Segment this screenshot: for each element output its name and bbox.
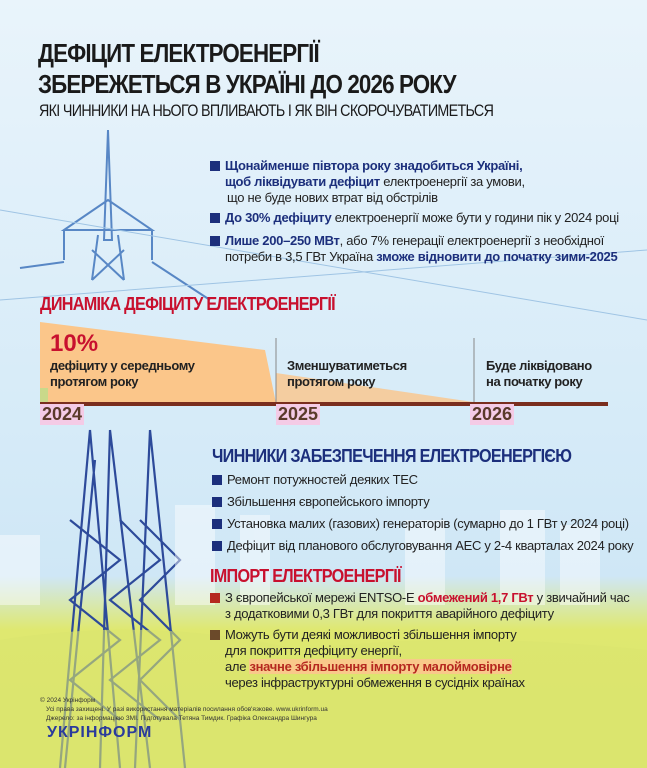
- item-text: у звичайний час: [533, 590, 630, 605]
- fact-bold-2: зможе відновити до початку зими-2025: [376, 249, 618, 264]
- bullet-square-icon: [210, 630, 220, 640]
- source-credit: Джерело: за інформацією ЗМІ. Підготувала Тетяна Тимдик. Графіка Олександра Шингура: [46, 715, 317, 722]
- fact-text: , або 7% генерації електроенергії з необхідної: [339, 233, 604, 248]
- stage-2025-label: [287, 358, 407, 390]
- item-text: Збільшення європейського імпорту: [227, 494, 430, 509]
- fact-text: електроенергії за умови,: [379, 174, 525, 189]
- copyright: © 2024 Укрінформ: [40, 697, 96, 704]
- supply-factors-heading: ЧИННИКИ ЗАБЕЗПЕЧЕННЯ ЕЛЕКТРОЕНЕРГІЄЮ: [212, 446, 572, 466]
- fact-text-2: що не буде нових втрат від обстрілів: [227, 190, 438, 205]
- fact-text: електроенергії може бути у години пік у 2024 році: [331, 210, 619, 225]
- key-fact-1: [210, 158, 525, 206]
- import-item-2: [210, 627, 525, 691]
- item-text: Можуть бути деякі можливості збільшення імпорту: [225, 627, 517, 642]
- page-subtitle: ЯКІ ЧИННИКИ НА НЬОГО ВПЛИВАЮТЬ І ЯК ВІН СКОРОЧУВАТИМЕТЬСЯ: [39, 101, 494, 120]
- item-text-2: з додатковими 0,3 ГВт для покриття аварійного дефіциту: [225, 606, 554, 621]
- item-text: Ремонт потужностей деяких ТЕС: [227, 472, 418, 487]
- supply-factor-item: [212, 494, 633, 510]
- bullet-square-icon: [212, 541, 222, 551]
- stage-2026-label: [486, 358, 592, 390]
- bullet-square-icon: [210, 213, 220, 223]
- item-text-4: через інфраструктурні обмеження в сусідніх країнах: [225, 675, 525, 690]
- import-item-1: [210, 590, 630, 622]
- fact-bold: До 30% дефіциту: [225, 210, 332, 225]
- bullet-square-icon: [210, 236, 220, 246]
- key-fact-3: [210, 233, 617, 265]
- item-bold: значне збільшення імпорту малоймовірне: [249, 659, 512, 674]
- stage-line-1: Зменшуватиметься: [287, 358, 407, 373]
- year-2024: 2024: [42, 404, 83, 424]
- supply-factor-item: [212, 516, 633, 532]
- title-line-1: ДЕФІЦИТ ЕЛЕКТРОЕНЕРГІЇ: [38, 38, 319, 68]
- stage-line-2: протягом року: [50, 374, 139, 389]
- bullet-square-icon: [212, 519, 222, 529]
- fact-bold: Щонайменше півтора року знадобиться Україні,: [225, 158, 523, 173]
- supply-factor-item: [212, 538, 633, 554]
- footer: [40, 696, 328, 723]
- stage-line-1: дефіциту у середньому: [50, 358, 195, 373]
- bullet-square-icon: [210, 161, 220, 171]
- bullet-square-icon: [212, 475, 222, 485]
- rights-notice: Усі права захищені. У разі використання матеріалів посилання обов'язкове. www.ukrinform.ua: [46, 706, 328, 713]
- page-title: [38, 38, 456, 100]
- key-fact-2: [210, 210, 619, 226]
- deficit-value: 10%: [50, 330, 99, 357]
- import-heading: ІМПОРТ ЕЛЕКТРОЕНЕРГІЇ: [210, 566, 401, 586]
- stage-2024-label: [50, 358, 195, 390]
- fact-bold: Лише 200–250 МВт: [225, 233, 340, 248]
- fact-bold-2: щоб ліквідувати дефіцит: [225, 174, 380, 189]
- title-line-2: ЗБЕРЕЖЕТЬСЯ В УКРАЇНІ ДО 2026 РОКУ: [38, 69, 456, 99]
- supply-factors-list: [212, 472, 633, 554]
- bullet-square-icon: [212, 497, 222, 507]
- stage-line-2: протягом року: [287, 374, 376, 389]
- item-bold: обмежений 1,7 ГВт: [417, 590, 534, 605]
- item-text: Дефіцит від планового обслуговування АЕС у 2-4 кварталах 2024 року: [227, 538, 634, 553]
- stage-line-2: на початку року: [486, 374, 583, 389]
- item-text: З європейської мережі ENTSO-E: [225, 590, 418, 605]
- supply-factor-item: [212, 472, 633, 488]
- item-text-2: для покриття дефіциту енергії,: [225, 643, 402, 658]
- item-text-3: але: [225, 659, 250, 674]
- dynamics-heading: ДИНАМІКА ДЕФІЦИТУ ЕЛЕКТРОЕНЕРГІЇ: [40, 294, 335, 314]
- year-2026: 2026: [472, 404, 513, 424]
- item-text: Установка малих (газових) генераторів (сумарно до 1 ГВт у 2024 році): [227, 516, 629, 531]
- fact-text-2: потреби в 3,5 ГВт Україна: [225, 249, 377, 264]
- year-2025: 2025: [278, 404, 319, 424]
- ukrinform-logo: УКРІНФОРМ: [47, 724, 153, 741]
- bullet-square-icon: [210, 593, 220, 603]
- stage-line-1: Буде ліквідовано: [486, 358, 592, 373]
